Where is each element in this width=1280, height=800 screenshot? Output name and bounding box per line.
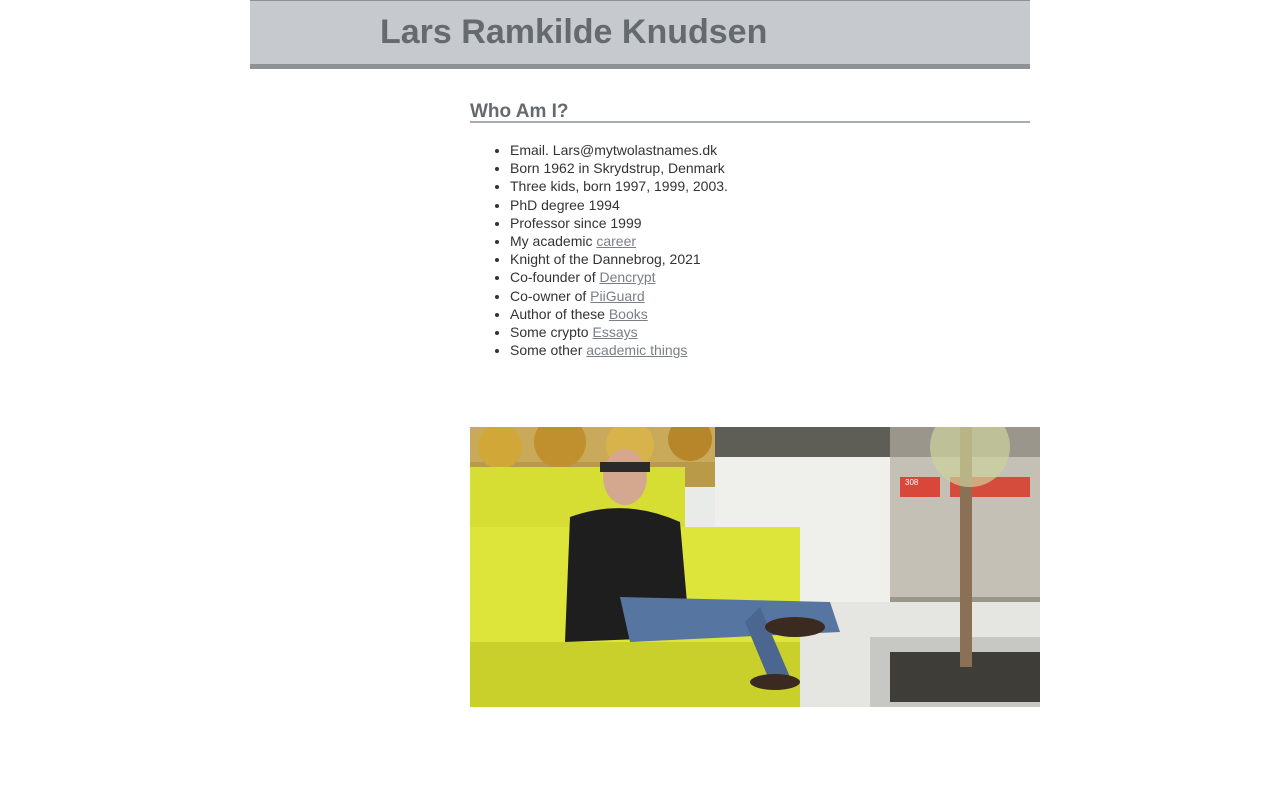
- fact-books: [510, 305, 1030, 323]
- fact-text: PhD degree 1994: [510, 196, 620, 213]
- main-content: [470, 100, 1030, 359]
- fact-text: My academic: [510, 233, 597, 250]
- fact-text: Some crypto: [510, 324, 593, 341]
- fact-piiguard: [510, 287, 1030, 305]
- fact-text: Born 1962 in Skrydstrup, Denmark: [510, 160, 725, 177]
- fact-born: [510, 159, 1030, 177]
- fact-career: [510, 232, 1030, 250]
- portrait-photo: [470, 427, 1040, 707]
- fact-knight: [510, 250, 1030, 268]
- fact-dencrypt: [510, 268, 1030, 286]
- site-title: Lars Ramkilde Knudsen: [380, 13, 768, 51]
- academic-things-link[interactable]: academic things: [586, 342, 688, 359]
- fact-text: Author of these: [510, 305, 609, 322]
- fact-text: Knight of the Dannebrog, 2021: [510, 251, 701, 268]
- fact-academic: [510, 341, 1030, 359]
- fact-professor: [510, 214, 1030, 232]
- fact-text: Three kids, born 1997, 1999, 2003.: [510, 178, 728, 195]
- piiguard-link[interactable]: PiiGuard: [590, 287, 645, 304]
- fact-essays: [510, 323, 1030, 341]
- building-sign: 308: [905, 478, 919, 487]
- fact-text: Co-owner of: [510, 287, 591, 304]
- fact-text: Professor since 1999: [510, 214, 642, 231]
- section-heading: Who Am I?: [470, 100, 1030, 123]
- fact-kids: [510, 177, 1030, 195]
- career-link[interactable]: career: [596, 233, 637, 250]
- page-header: [250, 0, 1030, 69]
- facts-list: [470, 141, 1030, 359]
- books-link[interactable]: Books: [608, 305, 648, 322]
- essays-link[interactable]: Essays: [592, 324, 638, 341]
- fact-text: Some other: [510, 342, 587, 359]
- fact-phd: [510, 196, 1030, 214]
- fact-email: [510, 141, 1030, 159]
- fact-text: Co-founder of: [510, 269, 600, 286]
- dencrypt-link[interactable]: Dencrypt: [599, 269, 656, 286]
- fact-text: Email. Lars@mytwolastnames.dk: [510, 142, 718, 158]
